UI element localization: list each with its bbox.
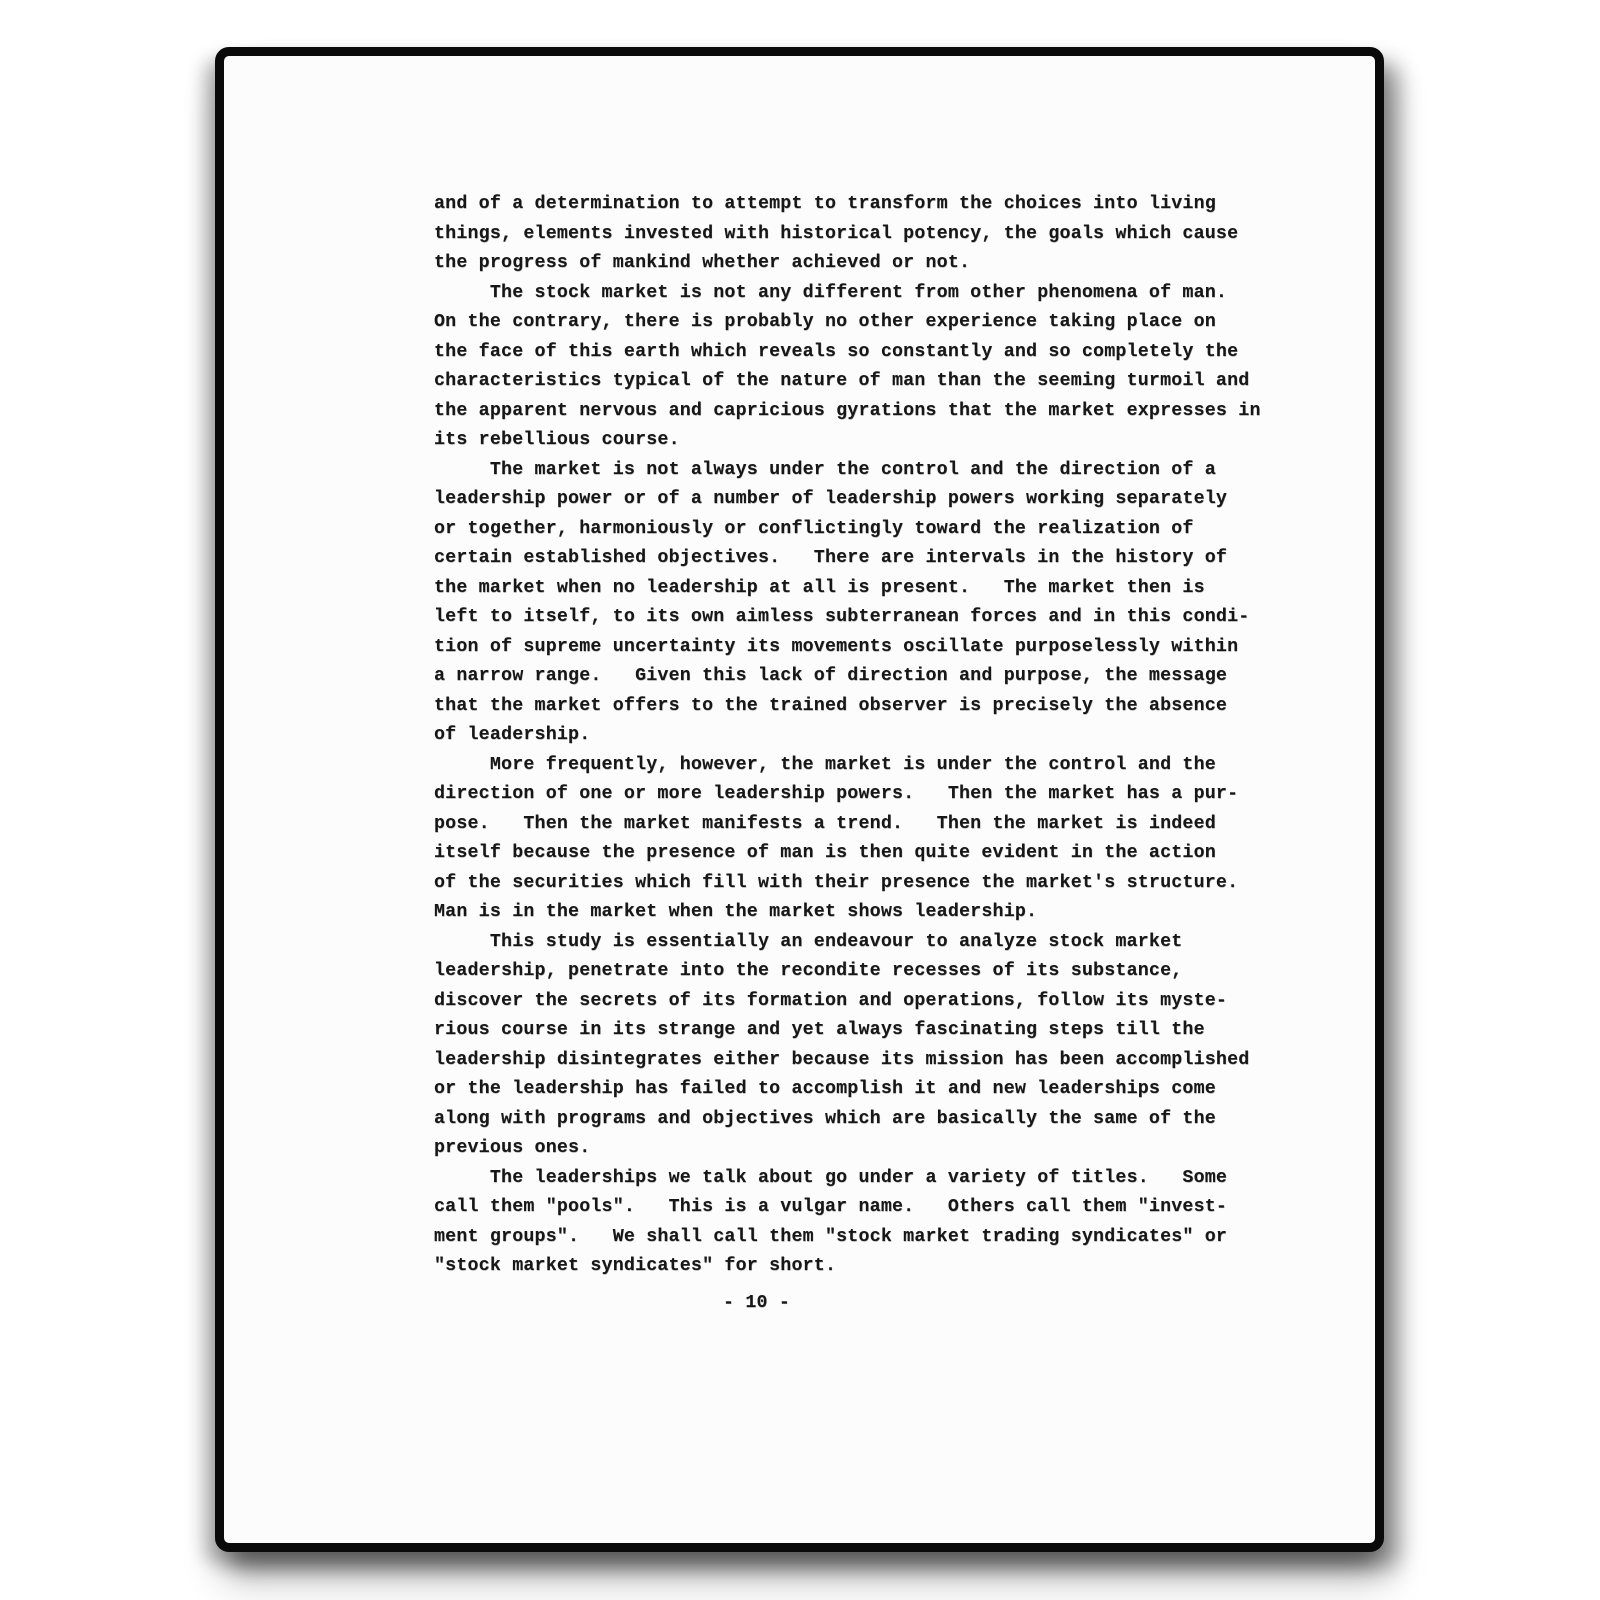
text-line: The leaderships we talk about go under a variety of titles. Some (434, 1167, 1228, 1188)
text-line: ment groups". We shall call them "stock market trading syndicates" or (434, 1226, 1228, 1247)
text-line: left to itself, to its own aimless subterranean forces and in this condi- (434, 607, 1250, 627)
text-line: of the securities which fill with their presence the market's structure. (434, 872, 1239, 893)
text-line: things, elements invested with historical potency, the goals which cause (434, 223, 1239, 244)
page-number: - 10 - (723, 1292, 791, 1313)
paragraph-lines (434, 190, 1314, 1282)
text-line: the face of this earth which reveals so constantly and so completely the (434, 341, 1239, 362)
text-line: and of a determination to attempt to transform the choices into living (434, 194, 1216, 214)
text-line: the apparent nervous and capricious gyrations that the market expresses in (434, 400, 1261, 421)
page-text (434, 190, 1314, 1318)
text-line: "stock market syndicates" for short. (434, 1256, 837, 1276)
text-line: the progress of mankind whether achieved or not. (434, 253, 971, 273)
text-line: along with programs and objectives which are basically the same of the (434, 1108, 1216, 1129)
text-line: or together, harmoniously or conflictingly toward the realization of (434, 518, 1194, 539)
text-line: This study is essentially an endeavour to analyze stock market (434, 931, 1183, 952)
text-line: More frequently, however, the market is under the control and the (434, 754, 1216, 775)
text-line: a narrow range. Given this lack of direction and purpose, the message (434, 666, 1228, 686)
text-line: characteristics typical of the nature of man than the seeming turmoil and (434, 371, 1250, 391)
text-line: its rebellious course. (434, 430, 680, 450)
document-page (215, 47, 1384, 1552)
text-line: call them "pools". This is a vulgar name. Others call them "invest- (434, 1197, 1228, 1217)
text-line: previous ones. (434, 1138, 591, 1158)
text-line: leadership disintegrates either because its mission has been accomplished (434, 1049, 1250, 1070)
text-line: of leadership. (434, 725, 591, 745)
text-line: certain established objectives. There are intervals in the history of (434, 548, 1228, 568)
text-line: leadership, penetrate into the recondite recesses of its substance, (434, 961, 1183, 981)
text-line: leadership power or of a number of leadership powers working separately (434, 489, 1228, 509)
text-line: itself because the presence of man is then quite evident in the action (434, 843, 1216, 863)
text-line: On the contrary, there is probably no other experience taking place on (434, 312, 1216, 332)
text-line: The market is not always under the control and the direction of a (434, 459, 1216, 480)
text-line: pose. Then the market manifests a trend. Then the market is indeed (434, 813, 1216, 834)
text-line: discover the secrets of its formation and operations, follow its myste- (434, 990, 1228, 1011)
text-line: that the market offers to the trained observer is precisely the absence (434, 695, 1228, 716)
text-line: Man is in the market when the market shows leadership. (434, 902, 1038, 922)
text-line: the market when no leadership at all is present. The market then is (434, 577, 1205, 598)
text-line: rious course in its strange and yet always fascinating steps till the (434, 1020, 1205, 1040)
text-line: The stock market is not any different from other phenomena of man. (434, 282, 1228, 303)
text-line: tion of supreme uncertainty its movements oscillate purposelessly within (434, 636, 1239, 657)
text-line: or the leadership has failed to accomplish it and new leaderships come (434, 1079, 1216, 1099)
text-line: direction of one or more leadership powers. Then the market has a pur- (434, 784, 1239, 804)
